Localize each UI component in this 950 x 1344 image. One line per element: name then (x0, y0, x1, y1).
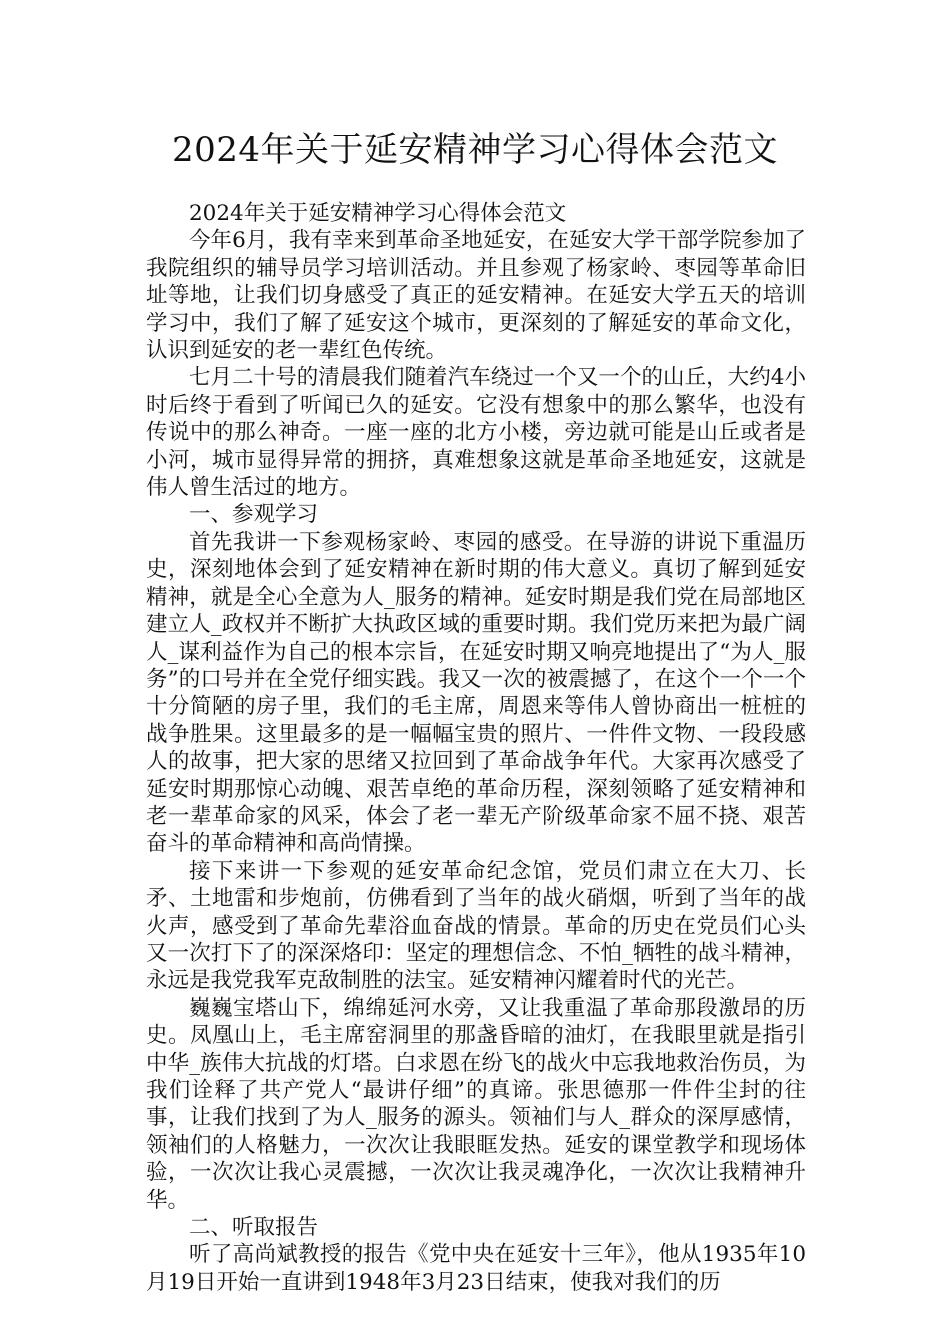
paragraph-arrival: 七月二十号的清晨我们随着汽车绕过一个又一个的山丘，大约4小时后终于看到了听闻已久的延安。它没有想象中的那么繁华，也没有传说中的那么神奇。一座一座的北方小楼，旁边就可能是山丘或者是小河，城市显得异常的拥挤，真难想象这就是革命圣地延安，这就是伟人曾生活过的地方。 (146, 365, 806, 501)
body-heading-repeat: 2024年关于延安精神学习心得体会范文 (189, 201, 567, 226)
section-heading-report: 二、听取报告 (189, 1215, 319, 1241)
paragraph-intro: 今年6月，我有幸来到革命圣地延安，在延安大学干部学院参加了我院组织的辅导员学习培训活动。并且参观了杨家岭、枣园等革命旧址等地，让我们切身感受了真正的延安精神。在延安大学五天的培训学习中，我们了解了延安这个城市，更深刻的了解延安的革命文化，认识到延安的老一辈红色传统。 (146, 228, 806, 364)
document-body (146, 200, 806, 1296)
paragraph-memorial-hall: 接下来讲一下参观的延安革命纪念馆，党员们肃立在大刀、长矛、土地雷和步炮前，仿佛看到了当年的战火硝烟，听到了当年的战火声，感受到了革命先辈浴血奋战的情景。革命的历史在党员们心头又一次打下了的深深烙印：坚定的理想信念、不怕_牺牲的战斗精神，永远是我党我军克敌制胜的法宝。延安精神闪耀着时代的光芒。 (146, 858, 806, 994)
paragraph-yangjialing: 首先我讲一下参观杨家岭、枣园的感受。在导游的讲说下重温历史，深刻地体会到了延安精神在新时期的伟大意义。真切了解到延安精神，就是全心全意为人_服务的精神。延安时期是我们党在局部地区建立人_政权并不断扩大执政区域的重要时期。我们党历来把为最广阔人_谋利益作为自己的根本宗旨，在延安时期又响亮地提出了“为人_服务”的口号并在全党仔细实践。我又一次的被震撼了，在这个一个一个十分简陋的房子里，我们的毛主席，周恩来等伟人曾协商出一桩桩的战争胜果。这里最多的是一幅幅宝贵的照片、一件件文物、一段段感人的故事，把大家的思绪又拉回到了革命战争年代。大家再次感受了延安时期那惊心动魄、艰苦卓绝的革命历程，深刻领略了延安精神和老一辈革命家的风采，体会了老一辈无产阶级革命家不屈不挠、艰苦奋斗的革命精神和高尚情操。 (146, 529, 806, 857)
paragraph-report: 听了高尚斌教授的报告《党中央在延安十三年》，他从1935年10月19日开始一直讲到1948年3月23日结束，使我对我们的历 (146, 1242, 806, 1295)
paragraph-pagoda-hill: 巍巍宝塔山下，绵绵延河水旁，又让我重温了革命那段激昂的历史。凤凰山上，毛主席窑洞里的那盏昏暗的油灯，在我眼里就是指引中华_族伟大抗战的灯塔。白求恩在纷飞的战火中忘我地救治伤员，为我们诠释了共产党人“最讲仔细”的真谛。张思德那一件件尘封的往事，让我们找到了为人_服务的源头。领袖们与人_群众的深厚感情，领袖们的人格魅力，一次次让我眼眶发热。延安的课堂教学和现场体验，一次次让我心灵震撼，一次次让我灵魂净化，一次次让我精神升华。 (146, 995, 806, 1213)
section-heading-visit: 一、参观学习 (189, 502, 319, 528)
document-title: 2024年关于延安精神学习心得体会范文 (171, 130, 779, 170)
